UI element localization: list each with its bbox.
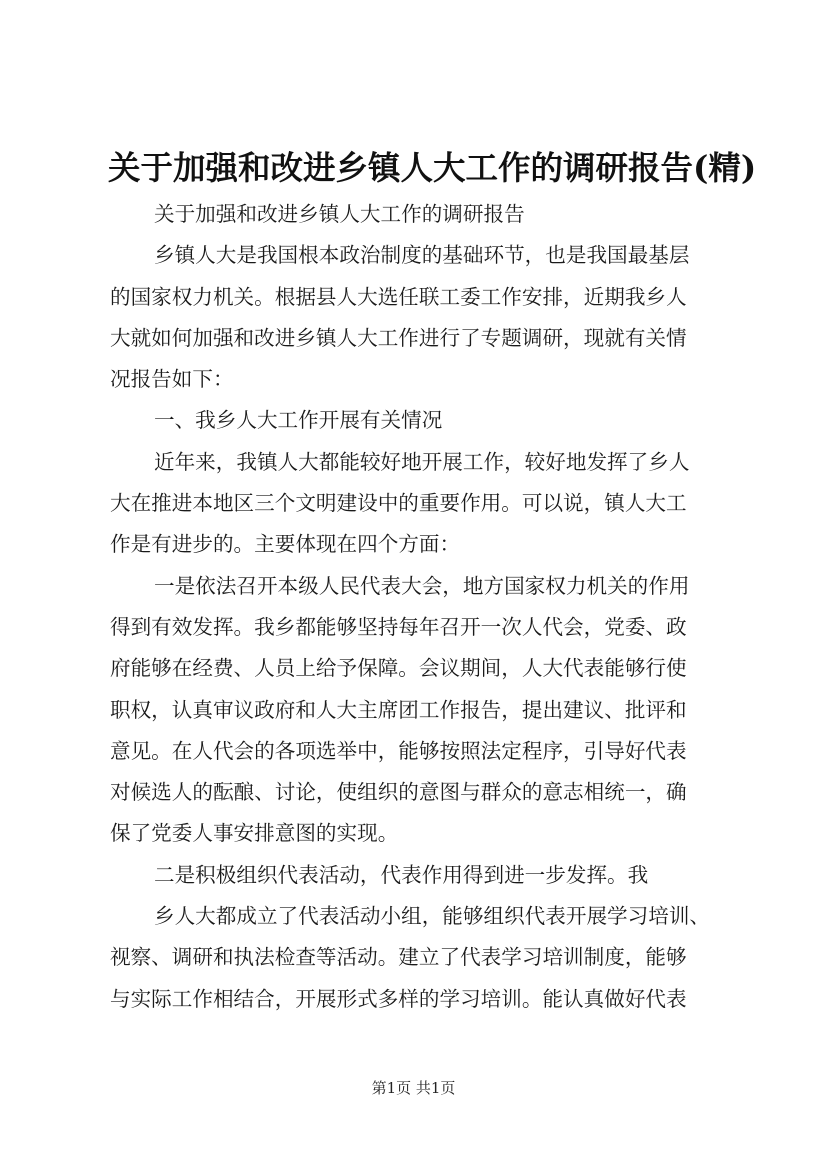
paragraph-line: 一是依法召开本级人民代表大会，地方国家权力机关的作用 — [154, 573, 690, 598]
paragraph-line: 作是有进步的。主要体现在四个方面： — [110, 532, 461, 557]
paragraph-line: 意见。在人代会的各项选举中，能够按照法定程序，引导好代表 — [110, 738, 687, 763]
paragraph-line: 视察、调研和执法检查等活动。建立了代表学习培训制度，能够 — [110, 945, 687, 970]
document-title: 关于加强和改进乡镇人大工作的调研报告(精) — [108, 148, 757, 187]
paragraph-line: 大就如何加强和改进乡镇人大工作进行了专题调研，现就有关情 — [110, 325, 687, 350]
document-body — [110, 194, 725, 1020]
paragraph-line: 乡人大都成立了代表活动小组，能够组织代表开展学习培训、 — [154, 904, 711, 929]
paragraph-line: 对候选人的酝酿、讨论，使组织的意图与群众的意志相统一，确 — [110, 780, 687, 805]
subtitle-line: 关于加强和改进乡镇人大工作的调研报告 — [154, 202, 525, 226]
paragraph-line: 乡镇人大是我国根本政治制度的基础环节，也是我国最基层 — [154, 243, 690, 268]
paragraph-line: 与实际工作相结合，开展形式多样的学习培训。能认真做好代表 — [110, 986, 687, 1011]
paragraph-line: 得到有效发挥。我乡都能够坚持每年召开一次人代会，党委、政 — [110, 614, 687, 639]
paragraph-line: 府能够在经费、人员上给予保障。会议期间，人大代表能够行使 — [110, 656, 687, 681]
paragraph-line: 职权，认真审议政府和人大主席团工作报告，提出建议、批评和 — [110, 697, 687, 722]
paragraph-line: 大在推进本地区三个文明建设中的重要作用。可以说，镇人大工 — [110, 491, 687, 516]
section-heading: 一、我乡人大工作开展有关情况 — [154, 408, 443, 433]
page-footer: 第1页 共1页 — [371, 1079, 456, 1097]
paragraph-line: 近年来，我镇人大都能较好地开展工作，较好地发挥了乡人 — [154, 449, 690, 474]
paragraph-line: 保了党委人事安排意图的实现。 — [110, 821, 399, 846]
paragraph-line: 二是积极组织代表活动，代表作用得到进一步发挥。我 — [154, 862, 649, 887]
paragraph-line: 况报告如下： — [110, 367, 234, 392]
paragraph-line: 的国家权力机关。根据县人大选任联工委工作安排，近期我乡人 — [110, 284, 687, 309]
